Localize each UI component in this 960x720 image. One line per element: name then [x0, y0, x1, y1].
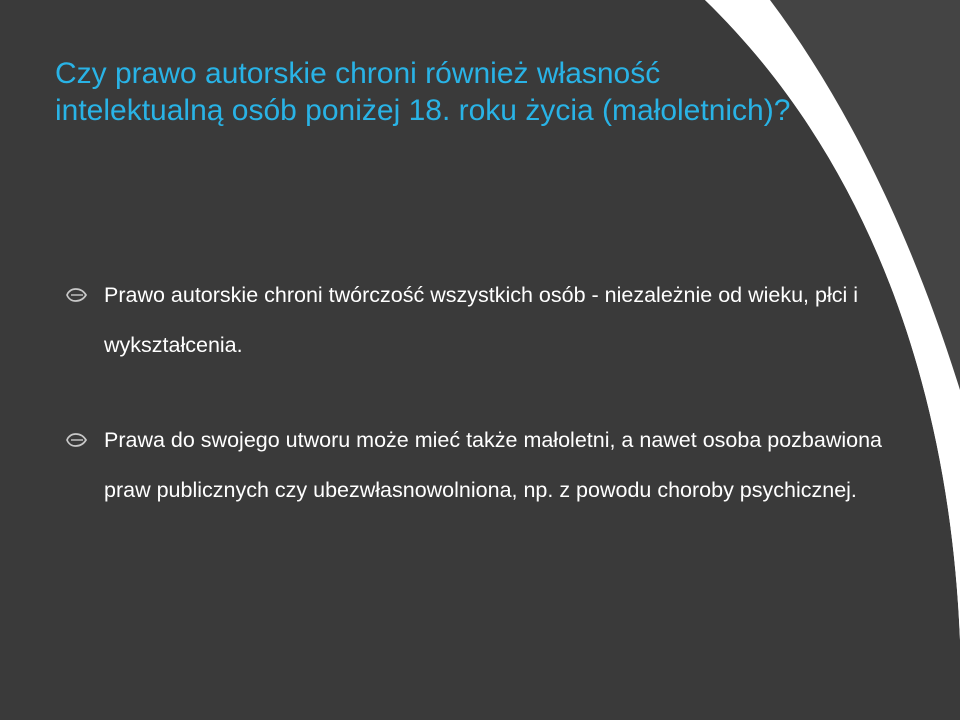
- bullet-text-age: Prawo autorskie chroni twórczość wszystkich osób - niezależnie od wieku, płci i wykształcenia.: [104, 283, 859, 357]
- bullet-item-age: [66, 270, 906, 370]
- slide-title: Czy prawo autorskie chroni również własność intelektualną osób poniżej 18. roku życia (małoletnich)?: [55, 57, 791, 127]
- leaf-bullet-icon: [66, 286, 88, 304]
- bullet-list: [66, 270, 906, 515]
- bullet-text-minors: Prawa do swojego utworu może mieć także małoletni, a nawet osoba pozbawiona praw publicznych czy ubezwłasnowolniona, np. z powodu choroby psychicznej.: [104, 428, 883, 502]
- leaf-bullet-icon: [66, 431, 88, 449]
- bullet-item-minors: [66, 415, 906, 515]
